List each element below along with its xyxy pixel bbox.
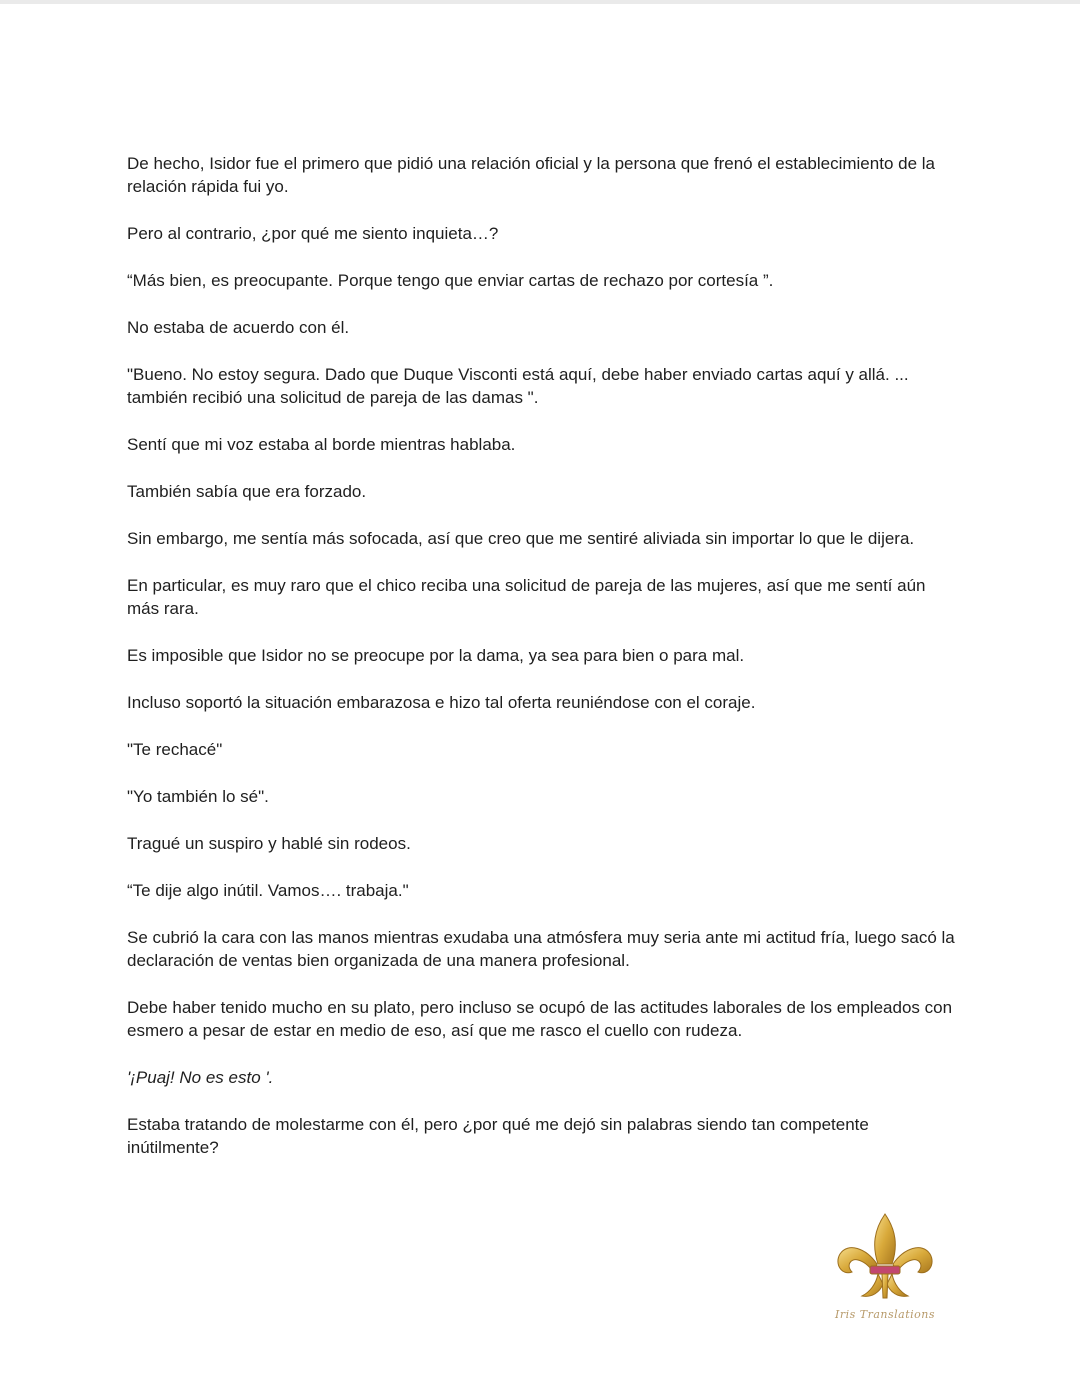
- logo: [830, 1208, 940, 1333]
- logo-signature: Iris Translations: [834, 1308, 935, 1321]
- paragraph: Debe haber tenido mucho en su plato, pero incluso se ocupó de las actitudes laborales de los empleados con esmero a pesar de estar en medio de eso, así que me rasco el cuello con rudeza.: [127, 998, 953, 1040]
- paragraph: Se cubrió la cara con las manos mientras exudaba una atmósfera muy seria ante mi actitud fría, luego sacó la declaración de ventas bien organizada de una manera profesional.: [127, 928, 955, 970]
- paragraph: De hecho, Isidor fue el primero que pidió una relación oficial y la persona que frenó el establecimiento de la relación rápida fui yo.: [127, 154, 935, 196]
- paragraph: Es imposible que Isidor no se preocupe por la dama, ya sea para bien o para mal.: [127, 646, 745, 665]
- fleur-de-lis-icon: [830, 1208, 940, 1308]
- document-body: [127, 152, 957, 1183]
- paragraph: También sabía que era forzado.: [127, 482, 367, 501]
- paragraph: “Más bien, es preocupante. Porque tengo que enviar cartas de rechazo por cortesía ”.: [127, 271, 774, 290]
- paragraph: "Yo también lo sé".: [127, 787, 269, 806]
- paragraph: "Te rechacé": [127, 740, 223, 759]
- paragraph: Tragué un suspiro y hablé sin rodeos.: [127, 834, 411, 853]
- top-divider: [0, 0, 1080, 4]
- paragraph: “Te dije algo inútil. Vamos…. trabaja.": [127, 881, 409, 900]
- paragraph: '¡Puaj! No es esto '.: [127, 1068, 274, 1087]
- paragraph: Incluso soportó la situación embarazosa e hizo tal oferta reuniéndose con el coraje.: [127, 693, 756, 712]
- paragraph: Sin embargo, me sentía más sofocada, así que creo que me sentiré aliviada sin importar lo que le dijera.: [127, 529, 915, 548]
- paragraph: Pero al contrario, ¿por qué me siento inquieta…?: [127, 224, 499, 243]
- paragraph: Estaba tratando de molestarme con él, pero ¿por qué me dejó sin palabras siendo tan competente inútilmente?: [127, 1115, 869, 1157]
- paragraph: "Bueno. No estoy segura. Dado que Duque Visconti está aquí, debe haber enviado cartas aquí y allá. ... también recibió una solicitud de pareja de las damas ".: [127, 365, 909, 407]
- paragraph: Sentí que mi voz estaba al borde mientras hablaba.: [127, 435, 516, 454]
- paragraph: En particular, es muy raro que el chico reciba una solicitud de pareja de las mujeres, así que me sentí aún más rara.: [127, 576, 926, 618]
- paragraph: No estaba de acuerdo con él.: [127, 318, 350, 337]
